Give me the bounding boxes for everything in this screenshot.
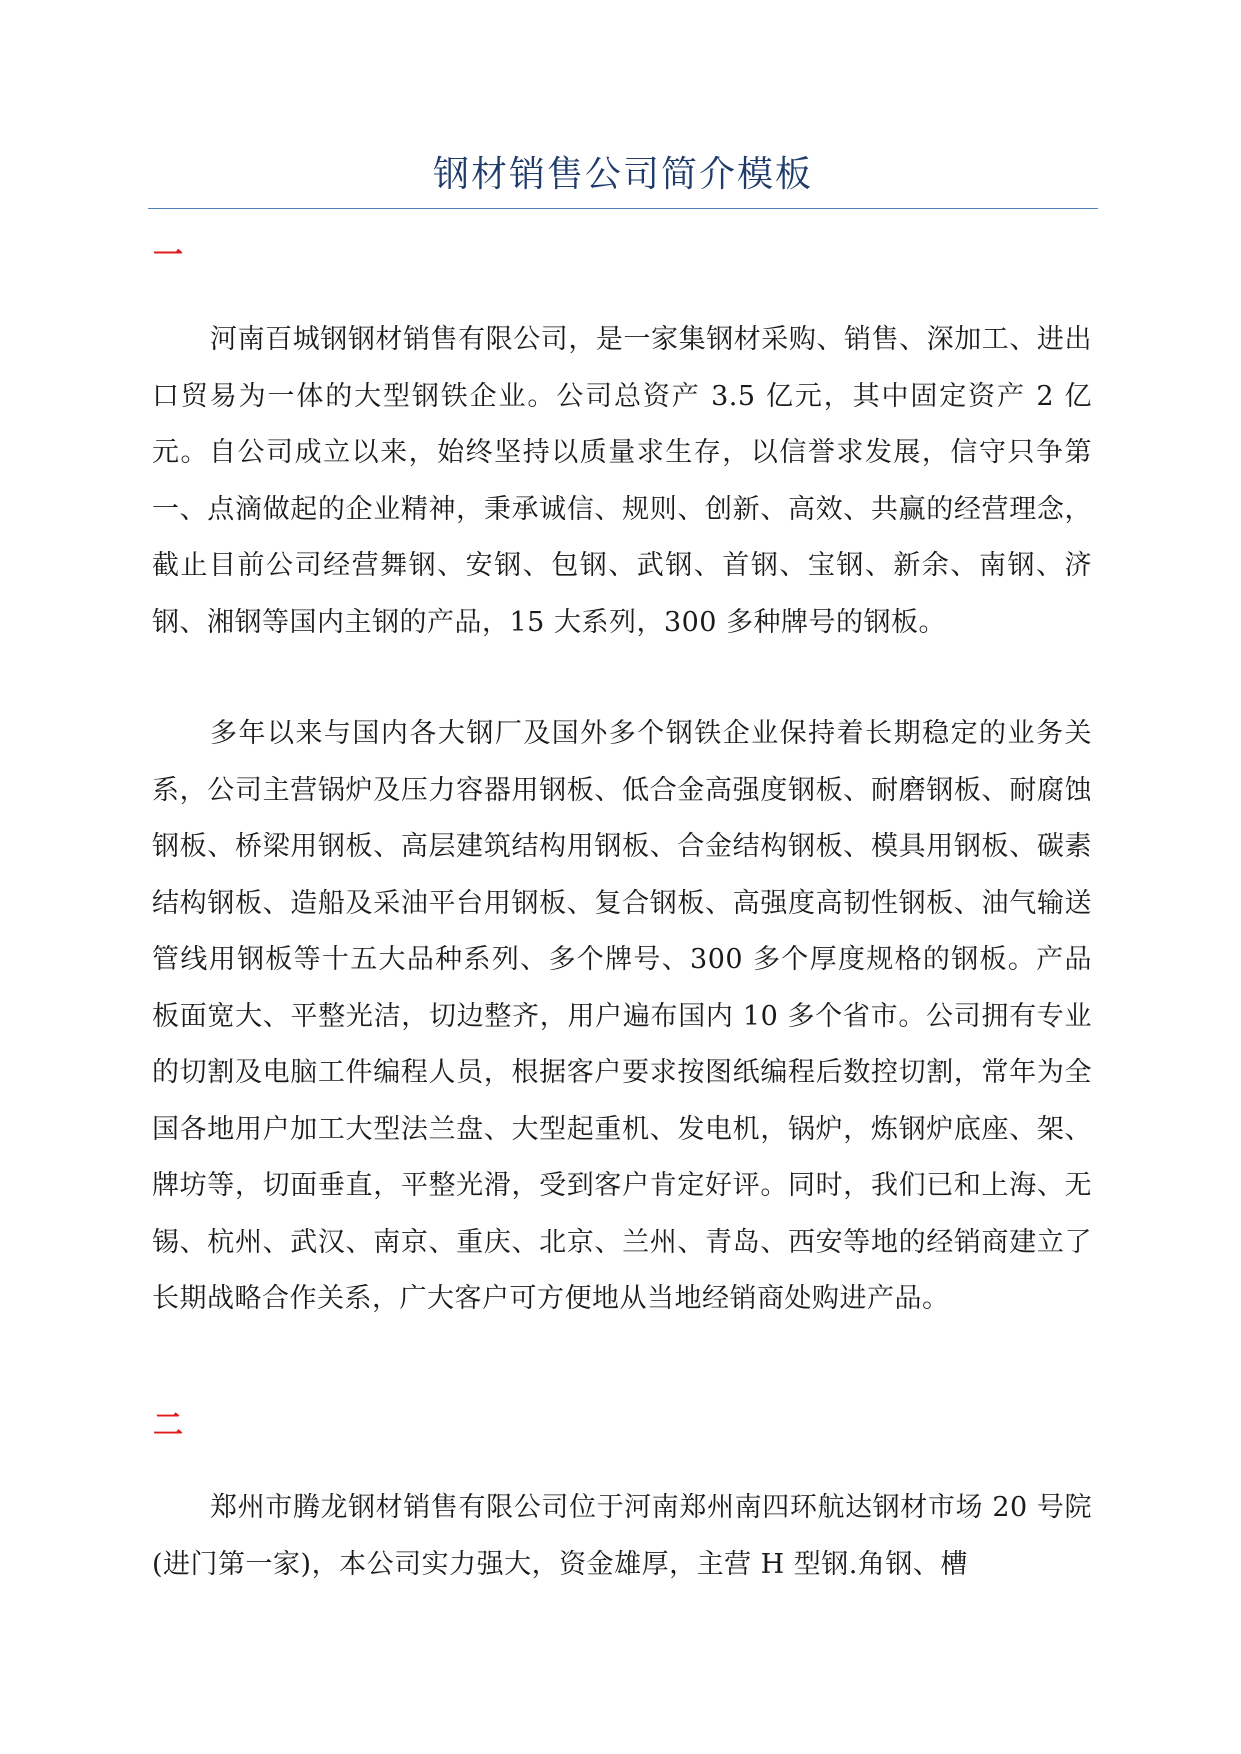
page-title: 钢材销售公司简介模板 <box>432 154 813 195</box>
section-marker-2: 二 <box>153 1408 183 1443</box>
paragraph-company-intro: 河南百城钢钢材销售有限公司，是一家集钢材采购、销售、深加工、进出口贸易为一体的大型钢铁企业。公司总资产 3.5 亿元，其中固定资产 2 亿元。自公司成立以来，始终坚持以质量求生存，以信誉求发展，信守只争第一、点滴做起的企业精神，秉承诚信、规则、创新、高效、共赢的经营理念，截止目前公司经营舞钢、安钢、包钢、武钢、首钢、宝钢、新余、南钢、济钢、湘钢等国内主钢的产品，15 大系列，300 多种牌号的钢板。 <box>152 324 1092 638</box>
section-marker-1: 一 <box>153 238 183 273</box>
paragraph-second-company: 郑州市腾龙钢材销售有限公司位于河南郑州南四环航达钢材市场 20 号院(进门第一家)，本公司实力强大，资金雄厚，主营 H 型钢.角钢、槽 <box>152 1492 1092 1580</box>
paragraph-business-scope: 多年以来与国内各大钢厂及国外多个钢铁企业保持着长期稳定的业务关系，公司主营锅炉及压力容器用钢板、低合金高强度钢板、耐磨钢板、耐腐蚀钢板、桥梁用钢板、高层建筑结构用钢板、合金结构钢板、模具用钢板、碳素结构钢板、造船及采油平台用钢板、复合钢板、高强度高韧性钢板、油气输送管线用钢板等十五大品种系列、多个牌号、300 多个厚度规格的钢板。产品板面宽大、平整光洁，切边整齐，用户遍布国内 10 多个省市。公司拥有专业的切割及电脑工件编程人员，根据客户要求按图纸编程后数控切割，常年为全国各地用户加工大型法兰盘、大型起重机、发电机，锅炉，炼钢炉底座、架、牌坊等，切面垂直，平整光滑，受到客户肯定好评。同时，我们已和上海、无锡、杭州、武汉、南京、重庆、北京、兰州、青岛、西安等地的经销商建立了长期战略合作关系，广大客户可方便地从当地经销商处购进产品。 <box>152 718 1092 1314</box>
title-divider <box>148 208 1098 209</box>
